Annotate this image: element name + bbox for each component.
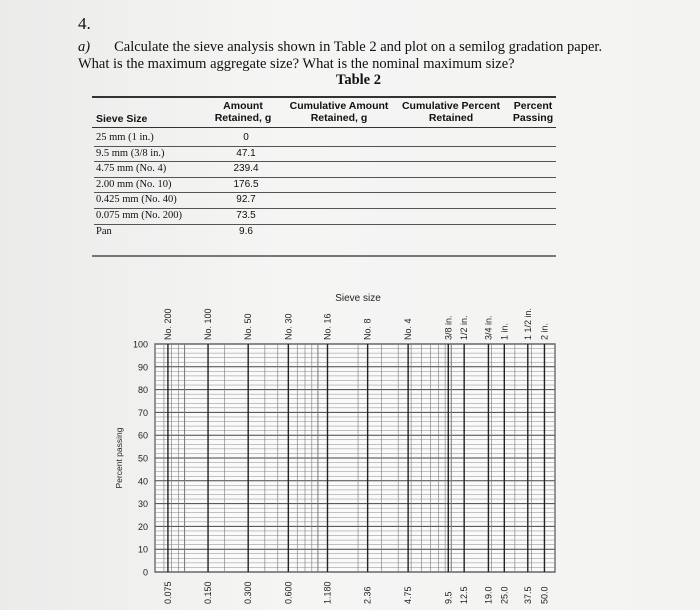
sieve-name-label: No. 4 xyxy=(403,318,414,340)
sieve-name-label: No. 8 xyxy=(362,318,373,340)
sieve-name-label: 3/4 in. xyxy=(483,315,494,340)
sieve-name-label: 1/2 in. xyxy=(459,315,470,340)
y-tick-label: 60 xyxy=(137,430,148,441)
sieve-size-cell: 0.425 mm (No. 40) xyxy=(96,194,177,206)
header-passing-line1: Percent xyxy=(513,100,553,112)
sieve-size-mm-label: 0.600 xyxy=(283,581,294,604)
sieve-size-mm-label: 25.0 xyxy=(499,586,510,604)
sieve-size-cell: 0.075 mm (No. 200) xyxy=(96,210,183,221)
sieve-size-mm-label: 50.0 xyxy=(539,586,550,604)
sieve-size-cell: 4.75 mm (No. 4) xyxy=(96,163,167,175)
sieve-size-mm-label: 0.075 xyxy=(162,581,173,604)
y-tick-label: 40 xyxy=(137,476,148,487)
sieve-size-mm-label: 19.0 xyxy=(483,586,494,604)
y-tick-label: 70 xyxy=(137,407,148,418)
question-number: 4. xyxy=(78,14,91,33)
header-cum-pct-line2: Retained xyxy=(428,112,474,124)
sieve-name-label: No. 100 xyxy=(203,308,214,340)
sieve-size-mm-label: 4.75 xyxy=(403,586,414,604)
sieve-size-cell: 2.00 mm (No. 10) xyxy=(96,178,172,190)
sieve-name-label: 1 1/2 in. xyxy=(522,307,533,340)
sieve-size-cell: 9.5 mm (3/8 in.) xyxy=(96,147,165,159)
amount-retained-cell: 73.5 xyxy=(236,210,256,221)
sieve-name-label: 2 in. xyxy=(539,322,550,340)
sieve-name-label: 1 in. xyxy=(499,322,510,340)
amount-retained-cell: 176.5 xyxy=(233,178,259,190)
y-tick-label: 10 xyxy=(137,544,148,555)
sieve-size-mm-label: 0.300 xyxy=(243,581,254,604)
y-tick-label: 0 xyxy=(142,567,148,578)
table-title: Table 2 xyxy=(336,72,381,88)
y-tick-label: 90 xyxy=(137,362,148,373)
sieve-size-cell: 25 mm (1 in.) xyxy=(96,132,154,143)
y-tick-label: 100 xyxy=(132,339,148,350)
sieve-name-label: No. 50 xyxy=(243,313,254,340)
header-amount-line2: Retained, g xyxy=(214,112,272,124)
header-cum-amount-line1: Cumulative Amount xyxy=(289,100,389,112)
y-tick-label: 50 xyxy=(137,453,148,464)
part-label: a) xyxy=(78,39,91,55)
amount-retained-cell: 92.7 xyxy=(236,194,256,206)
question-text-1: Calculate the sieve analysis shown in Table 2 and plot on a semilog gradation paper. xyxy=(114,39,603,55)
header-passing-line2: Passing xyxy=(512,112,554,124)
y-tick-label: 20 xyxy=(137,521,148,532)
sieve-name-label: No. 16 xyxy=(322,313,333,340)
y-axis-label: Percent passing xyxy=(114,427,124,489)
sieve-size-cell: Pan xyxy=(96,225,112,237)
amount-retained-cell: 47.1 xyxy=(236,147,256,159)
sieve-size-mm-label: 9.5 xyxy=(443,591,454,604)
sieve-name-label: No. 200 xyxy=(162,308,173,340)
header-cum-amount-line2: Retained, g xyxy=(310,112,368,124)
sieve-size-mm-label: 2.36 xyxy=(362,586,373,604)
question-line-2: What is the maximum aggregate size? What is the nominal maximum size? xyxy=(78,56,515,72)
sieve-size-mm-label: 37.5 xyxy=(522,586,533,604)
header-amount-line1: Amount xyxy=(223,100,263,112)
sieve-size-mm-label: 0.150 xyxy=(203,581,214,604)
y-tick-label: 30 xyxy=(137,499,148,510)
amount-retained-cell: 239.4 xyxy=(233,163,259,175)
sieve-name-label: No. 30 xyxy=(283,313,294,340)
header-cum-pct-line1: Cumulative Percent xyxy=(401,100,501,112)
sieve-size-mm-label: 12.5 xyxy=(459,586,470,604)
sieve-size-mm-label: 1.180 xyxy=(322,581,333,604)
amount-retained-cell: 0 xyxy=(243,132,249,143)
header-sieve-size: Sieve Size xyxy=(96,113,148,125)
amount-retained-cell: 9.6 xyxy=(239,225,253,237)
y-tick-label: 80 xyxy=(137,385,148,396)
chart-title: Sieve size xyxy=(335,293,381,304)
sieve-name-label: 3/8 in. xyxy=(443,315,454,340)
